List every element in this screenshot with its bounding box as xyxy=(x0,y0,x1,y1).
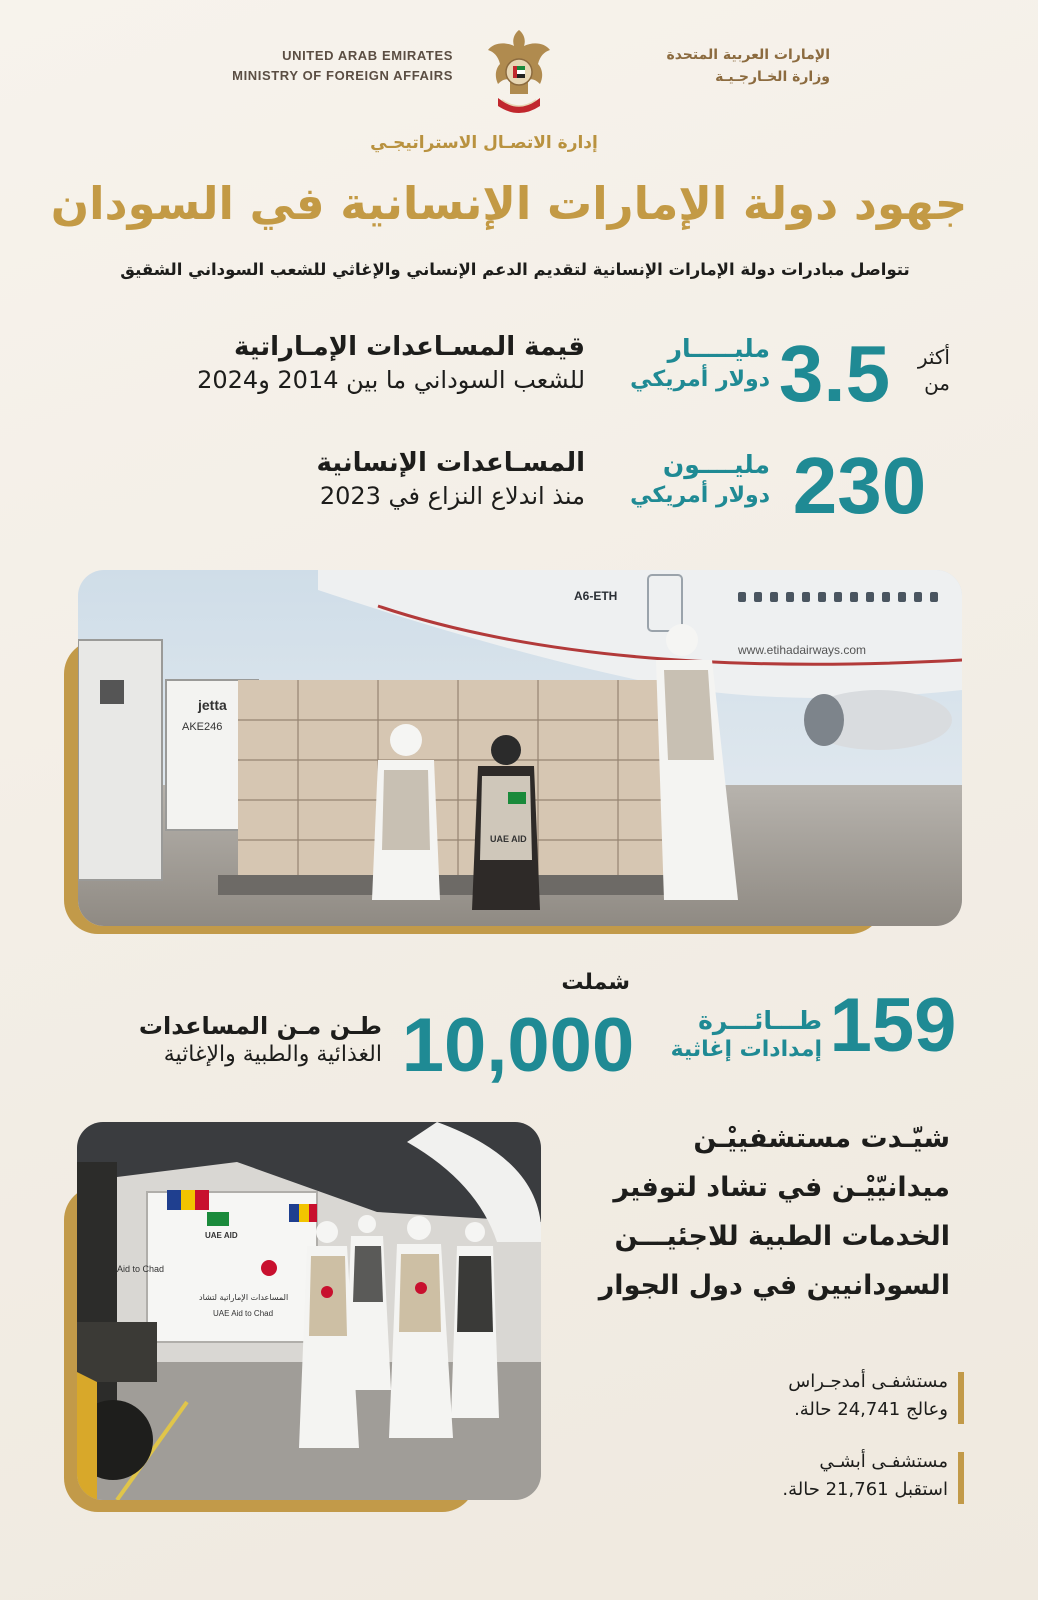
stat2-number: 230 xyxy=(792,441,927,530)
hospital1-name: مستشفـى أمدجـراس xyxy=(788,1371,948,1392)
department-name: إدارة الاتصـال الاستراتيجـي xyxy=(370,133,598,153)
vest-label: UAE AID xyxy=(490,834,527,844)
aid-to-chad-illustration xyxy=(77,1122,541,1500)
stat2-unit-line2: دولار أمريكي xyxy=(630,483,770,508)
stat3-unit-line1: طـــائـــرة xyxy=(698,1006,822,1035)
airline-url: www.etihadairways.com xyxy=(738,643,867,657)
stat1-desc-line1: قيمة المسـاعدات الإمـاراتية xyxy=(233,332,585,362)
stat3-description xyxy=(70,1012,382,1067)
stat2-description xyxy=(70,448,585,510)
aircraft-registration: A6-ETH xyxy=(574,589,618,603)
photo-aid-to-chad xyxy=(77,1122,541,1500)
stat1-desc-line2: للشعب السوداني ما بين 2014 و2024 xyxy=(197,366,585,394)
hospital2-name: مستشفـى أبشـي xyxy=(819,1451,948,1472)
photo-cargo-loading xyxy=(78,570,962,926)
stat2-desc-line2: منذ اندلاع النزاع في 2023 xyxy=(319,482,585,510)
ministry-ar-line1: الإمارات العربية المتحدة xyxy=(666,47,830,63)
stat3-desc-line2: الغذائية والطبية والإغاثية xyxy=(163,1042,382,1067)
stat1-prefix-line1: أكثر xyxy=(917,345,950,369)
stat2-unit xyxy=(590,450,770,508)
hospitals-title xyxy=(560,1114,950,1310)
hospitals-title-line3: الخدمات الطبية للاجئيـــن xyxy=(614,1221,950,1252)
container-brand: jetta xyxy=(198,697,227,713)
hospital2-cases: استقبل 21,761 حالة. xyxy=(782,1479,948,1500)
stat3-unit xyxy=(640,1006,822,1062)
stat3-unit-line2: إمدادات إغاثية xyxy=(670,1037,822,1062)
ministry-en-line2: MINISTRY OF FOREIGN AFFAIRS xyxy=(232,68,453,83)
page-title: جهود دولة الإمارات الإنسانية في السودان xyxy=(50,177,968,230)
crate-brand: UAE AID xyxy=(205,1231,238,1240)
stat2-desc-line1: المسـاعدات الإنسانية xyxy=(316,448,585,478)
crate-label-arabic: المساعدات الإماراتية لتشاد xyxy=(199,1293,289,1302)
stat1-description xyxy=(70,332,585,394)
stat1-unit-line2: دولار أمريكي xyxy=(630,367,770,392)
ministry-name-arabic xyxy=(570,44,830,88)
ministry-en-line1: UNITED ARAB EMIRATES xyxy=(282,48,453,63)
hospitals-title-line4: السودانيين في دول الجوار xyxy=(598,1270,950,1301)
stat1-prefix xyxy=(890,344,950,396)
stat2-unit-line1: مليــــون xyxy=(662,450,770,479)
hospital-item xyxy=(650,1448,948,1504)
ministry-ar-line2: وزارة الخـارجـيـة xyxy=(715,69,830,85)
stat1-unit-line1: مليـــــار xyxy=(667,334,770,363)
uae-falcon-emblem-icon xyxy=(484,24,554,120)
stat1-prefix-line2: من xyxy=(924,371,950,395)
hospitals-title-line2: ميدانيّيْـن في تشاد لتوفير xyxy=(613,1172,950,1203)
cargo-loading-illustration xyxy=(78,570,962,926)
stat3-included-label: شملت xyxy=(561,970,630,995)
hospital-item xyxy=(650,1368,948,1424)
hospital1-cases: وعالج 24,741 حالة. xyxy=(794,1399,948,1420)
ministry-name-english xyxy=(123,46,453,86)
crate-side-label: Aid to Chad xyxy=(117,1264,165,1274)
hospitals-title-line1: شيّـدت مستشفييْـن xyxy=(693,1123,950,1154)
hospital2-marker xyxy=(958,1452,964,1504)
crate-label-english: UAE Aid to Chad xyxy=(213,1309,274,1318)
stat1-unit xyxy=(590,334,770,392)
container-id: AKE246 xyxy=(182,721,223,733)
stat3-aircraft-number: 159 xyxy=(829,983,957,1068)
hospital1-marker xyxy=(958,1372,964,1424)
stat3-desc-line1: طـن مـن المساعدات xyxy=(138,1012,382,1040)
stat3-tons-number: 10,000 xyxy=(401,1003,635,1088)
page-subtitle: تتواصل مبادرات دولة الإمارات الإنسانية لتقديم الدعم الإنساني والإغاثي للشعب السوداني الشقيق xyxy=(120,260,910,279)
stat1-number: 3.5 xyxy=(778,329,891,418)
